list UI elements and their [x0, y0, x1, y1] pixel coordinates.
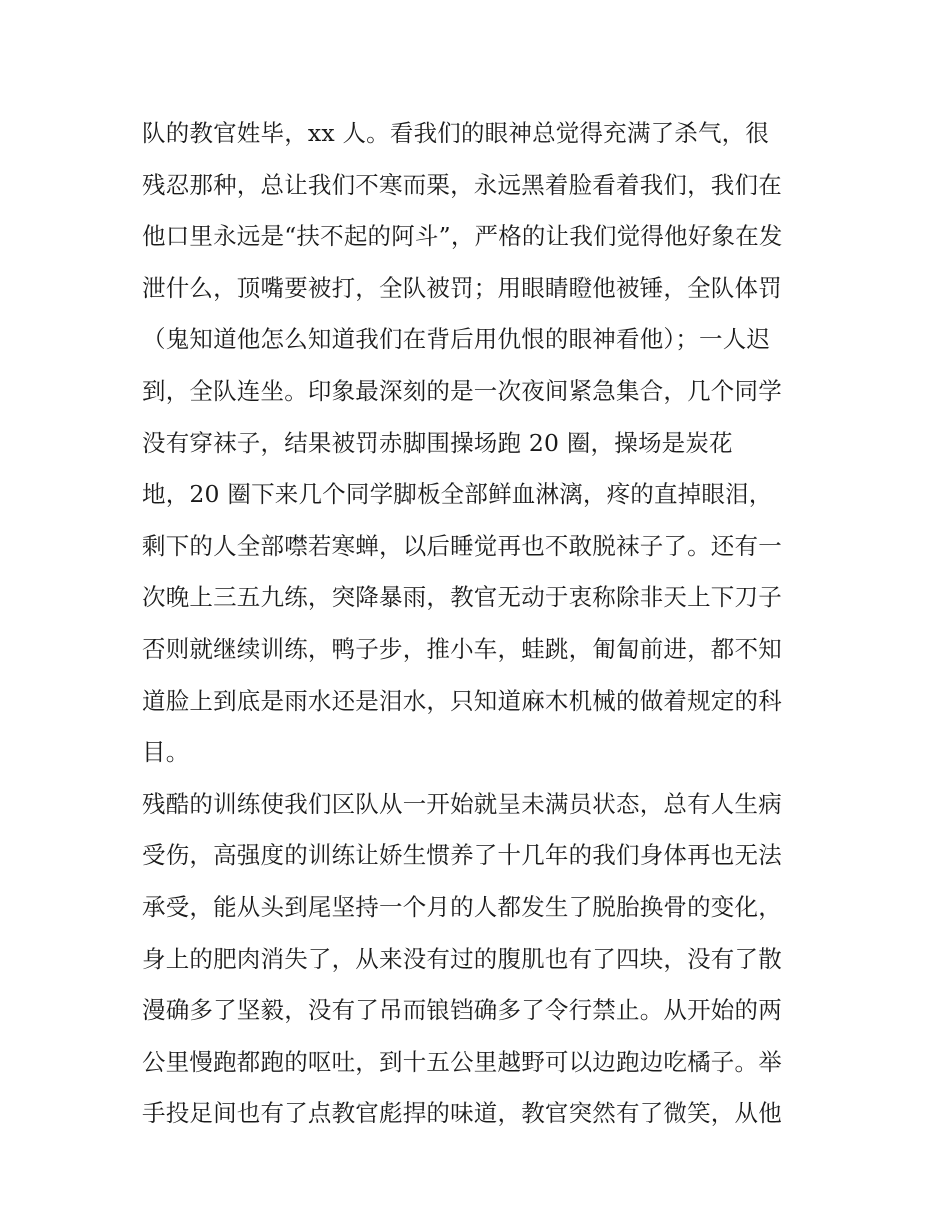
text-line: 到，全队连坐。印象最深刻的是一次夜间紧急集合，几个同学 — [142, 376, 782, 405]
text-line: 受伤，高强度的训练让娇生惯养了十几年的我们身体再也无法 — [142, 841, 782, 870]
text-line: （鬼知道他怎么知道我们在背后用仇恨的眼神看他）；一人迟 — [142, 325, 771, 354]
text-line: 地，20 圈下来几个同学脚板全部鲜血淋漓，疼的直掉眼泪， — [142, 480, 773, 509]
text-line: 泄什么，顶嘴要被打，全队被罚；用眼睛瞪他被锤，全队体罚 — [142, 273, 782, 302]
text-line: 否则就继续训练，鸭子步，推小车，蛙跳，匍匐前进，都不知 — [142, 634, 782, 663]
text-line: 没有穿袜子，结果被罚赤脚围操场跑 20 圈，操场是炭花 — [142, 428, 733, 457]
text-line: 剩下的人全部噤若寒蝉，以后睡觉再也不敢脱袜子了。还有一 — [142, 531, 782, 560]
text-line: 身上的肥肉消失了，从来没有过的腹肌也有了四块，没有了散 — [142, 944, 782, 973]
text-line: 他口里永远是“扶不起的阿斗”，严格的让我们觉得他好象在发 — [142, 222, 783, 251]
text-line: 队的教官姓毕，xx 人。看我们的眼神总觉得充满了杀气，很 — [142, 119, 770, 147]
text-line: 漫确多了坚毅，没有了吊而锒铛确多了令行禁止。从开始的两 — [142, 996, 782, 1025]
text-line: 次晚上三五九练，突降暴雨，教官无动于衷称除非天上下刀子 — [142, 583, 782, 612]
text-line: 道脸上到底是雨水还是泪水，只知道麻木机械的做着规定的科 — [142, 686, 782, 715]
body-text — [142, 108, 822, 1140]
text-line: 目。 — [142, 738, 190, 767]
text-line: 残忍那种，总让我们不寒而栗，永远黑着脸看着我们，我们在 — [142, 170, 782, 199]
text-line: 手投足间也有了点教官彪捍的味道，教官突然有了微笑，从他 — [142, 1099, 782, 1128]
text-line: 公里慢跑都跑的呕吐，到十五公里越野可以边跑边吃橘子。举 — [142, 1047, 782, 1076]
text-line: 承受，能从头到尾坚持一个月的人都发生了脱胎换骨的变化， — [142, 892, 782, 921]
text-line: 残酷的训练使我们区队从一开始就呈未满员状态，总有人生病 — [142, 789, 782, 818]
